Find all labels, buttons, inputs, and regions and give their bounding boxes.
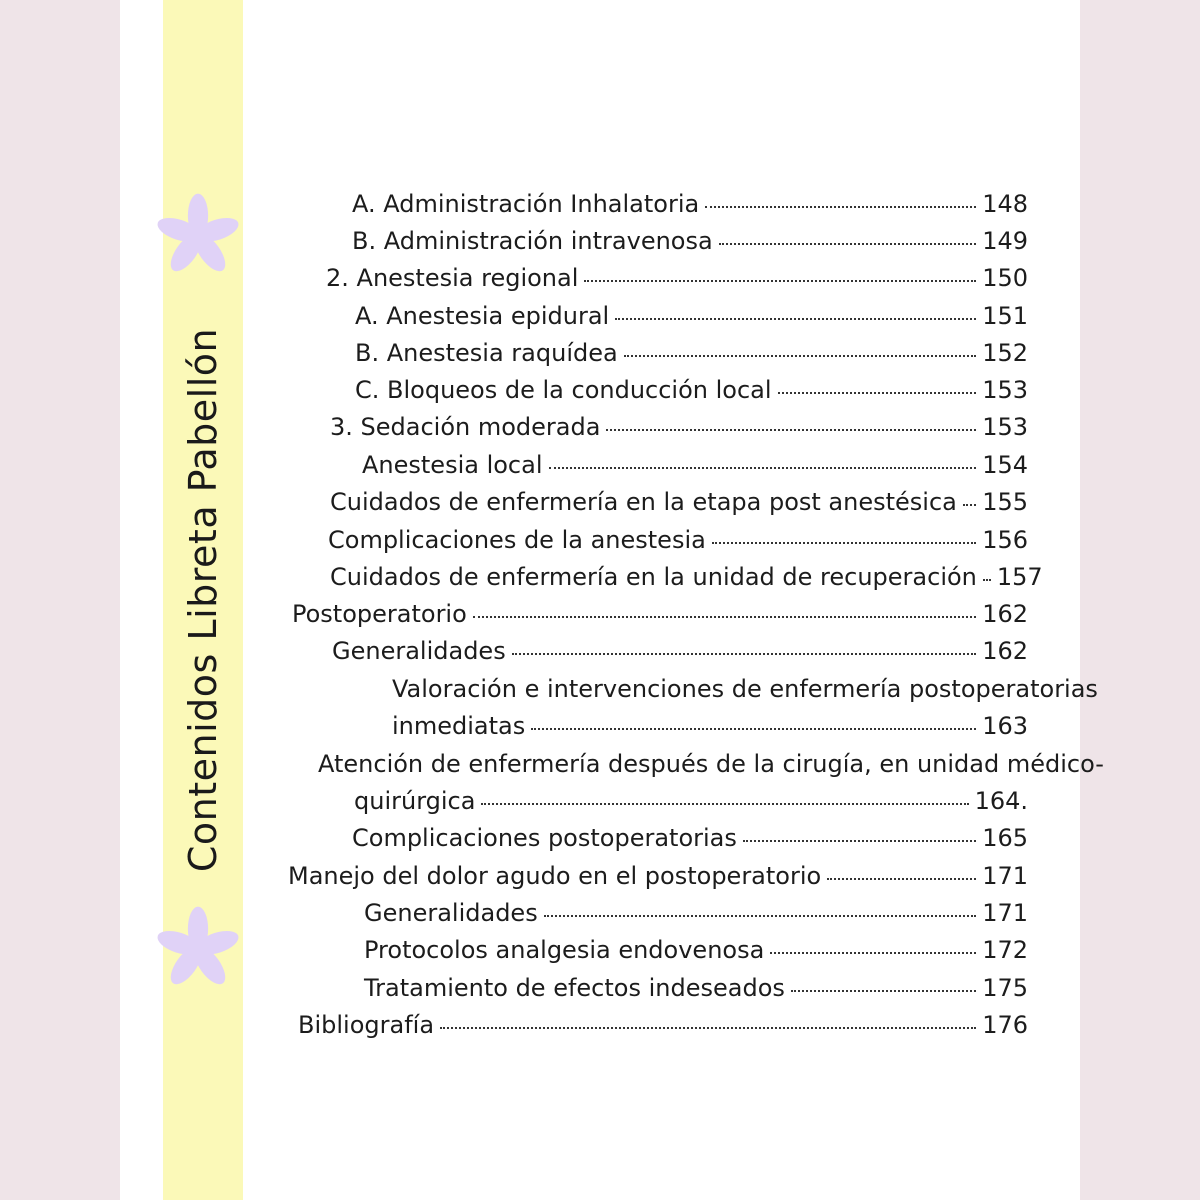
dot-leader <box>624 355 976 357</box>
dot-leader <box>473 616 976 618</box>
toc-entry-label: Cuidados de enfermería en la etapa post anestésica <box>330 488 957 516</box>
toc-entry-label: Manejo del dolor agudo en el postoperatorio <box>288 862 822 890</box>
toc-entry <box>330 413 1028 450</box>
toc-entry-page: 171 <box>982 899 1028 927</box>
toc-entry <box>352 824 1028 861</box>
toc-entry <box>392 712 1028 749</box>
toc-entry-label: Anestesia local <box>362 451 543 479</box>
toc-entry-label: Cuidados de enfermería en la unidad de recuperación <box>330 563 977 591</box>
toc-entry <box>318 750 1104 787</box>
toc-entry-page: 149 <box>982 227 1028 255</box>
toc-entry-label: Generalidades <box>364 899 538 927</box>
toc-entry <box>354 787 1028 824</box>
toc-entry-page: 155 <box>982 488 1028 516</box>
toc-entry-label: Atención de enfermería después de la cirugía, en unidad médico- <box>318 750 1104 778</box>
toc-entry-page: 165 <box>982 824 1028 852</box>
toc-entry <box>364 899 1028 936</box>
toc-entry-page: 148 <box>982 190 1028 218</box>
dot-leader <box>615 318 976 320</box>
toc-entry-label: C. Bloqueos de la conducción local <box>355 376 772 404</box>
toc-entry-page: 151 <box>982 302 1028 330</box>
toc-entry-page: 162 <box>982 637 1028 665</box>
toc-entry <box>355 376 1028 413</box>
toc-entry <box>392 675 1098 712</box>
toc-entry <box>352 190 1028 227</box>
toc-entry <box>298 1011 1028 1048</box>
toc-entry-label: Valoración e intervenciones de enfermería postoperatorias <box>392 675 1098 703</box>
toc-entry-page: 176 <box>982 1011 1028 1039</box>
toc-entry <box>330 563 1043 600</box>
dot-leader <box>719 243 976 245</box>
toc-entry-page: 150 <box>982 264 1028 292</box>
toc-entry <box>332 637 1028 674</box>
toc-entry-page: 163 <box>982 712 1028 740</box>
toc-entry-label: Tratamiento de efectos indeseados <box>364 974 785 1002</box>
toc-entry-label: A. Anestesia epidural <box>355 302 610 330</box>
toc-entry <box>364 936 1028 973</box>
toc-entry <box>352 227 1028 264</box>
dot-leader <box>440 1027 976 1029</box>
flower-icon <box>152 903 244 995</box>
dot-leader <box>481 803 968 805</box>
toc-entry <box>328 526 1028 563</box>
toc-entry-label: Postoperatorio <box>292 600 467 628</box>
dot-leader <box>531 728 976 730</box>
toc-entry-label: A. Administración Inhalatoria <box>352 190 700 218</box>
flower-icon <box>152 190 244 282</box>
toc-entry <box>355 302 1028 339</box>
dot-leader <box>512 653 976 655</box>
toc-entry-page: 157 <box>996 563 1043 591</box>
toc-entry-page: 153 <box>982 413 1028 441</box>
toc-entry <box>326 264 1028 301</box>
toc-entry-label: B. Administración intravenosa <box>352 227 713 255</box>
dot-leader <box>544 915 976 917</box>
toc-entry-label: 3. Sedación moderada <box>330 413 601 441</box>
toc-entry <box>364 974 1028 1011</box>
toc-entry-page: 175 <box>982 974 1028 1002</box>
dot-leader <box>983 579 991 581</box>
toc-entry <box>288 862 1028 899</box>
dot-leader <box>606 429 976 431</box>
dot-leader <box>584 280 976 282</box>
dot-leader <box>549 467 977 469</box>
toc-entry-label: B. Anestesia raquídea <box>355 339 618 367</box>
toc-entry-page: 164. <box>974 787 1028 815</box>
toc-entry-label: Bibliografía <box>298 1011 435 1039</box>
dot-leader <box>770 952 976 954</box>
sidebar-title: Contenidos Libreta Pabellón <box>181 327 225 873</box>
dot-leader <box>705 206 976 208</box>
toc-entry-page: 153 <box>982 376 1028 404</box>
toc-entry-page: 154 <box>982 451 1028 479</box>
toc-entry-label: inmediatas <box>392 712 526 740</box>
toc-entry-label: Complicaciones de la anestesia <box>328 526 706 554</box>
toc-entry-label: 2. Anestesia regional <box>326 264 579 292</box>
toc-entry <box>362 451 1028 488</box>
dot-leader <box>791 990 976 992</box>
dot-leader <box>778 392 977 394</box>
toc-entry-label: Protocolos analgesia endovenosa <box>364 936 765 964</box>
toc-entry-page: 171 <box>982 862 1028 890</box>
toc-entry-label: Complicaciones postoperatorias <box>352 824 737 852</box>
toc-entry <box>355 339 1028 376</box>
dot-leader <box>827 878 976 880</box>
dot-leader <box>743 840 976 842</box>
toc-entry-label: quirúrgica <box>354 787 476 815</box>
dot-leader <box>963 504 976 506</box>
toc-entry-page: 162 <box>982 600 1028 628</box>
toc-entry-page: 172 <box>982 936 1028 964</box>
toc-entry-page: 156 <box>982 526 1028 554</box>
toc-entry-label: Generalidades <box>332 637 506 665</box>
dot-leader <box>712 542 976 544</box>
toc-entry-page: 152 <box>982 339 1028 367</box>
toc-entry <box>292 600 1028 637</box>
toc-entry <box>330 488 1028 525</box>
